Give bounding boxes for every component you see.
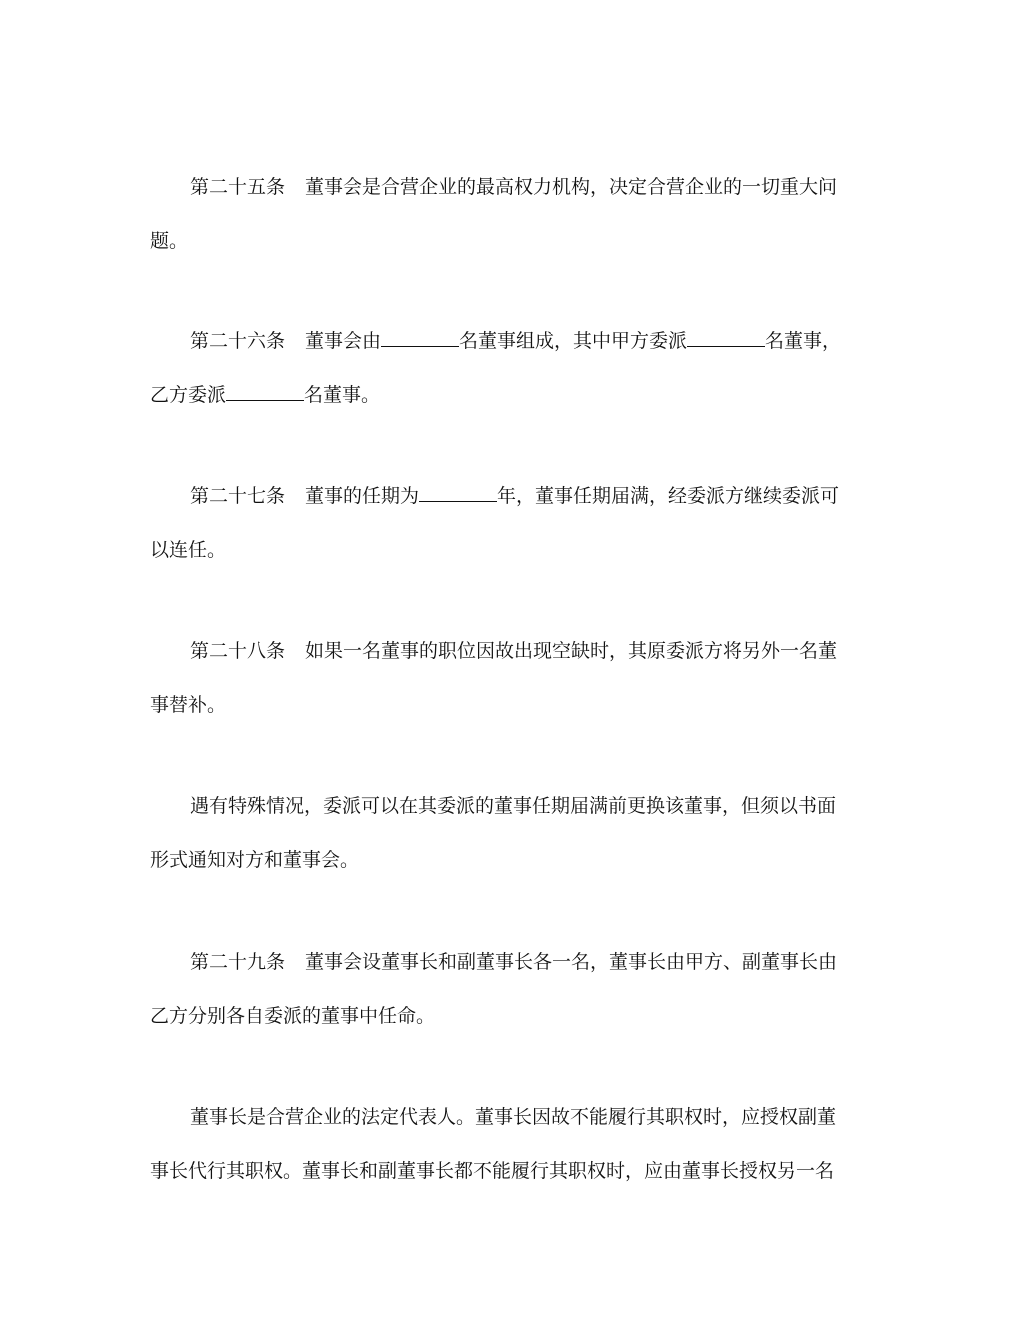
fill-blank-party-a-directors[interactable] <box>687 328 765 347</box>
article-text: 名董事组成，其中甲方委派 <box>459 330 688 352</box>
article-text: 名董事， <box>765 330 842 352</box>
article-27-line-1 <box>190 483 839 509</box>
article-26-line-2 <box>150 382 380 408</box>
fill-blank-term-years[interactable] <box>419 483 497 502</box>
fill-blank-total-directors[interactable] <box>381 328 459 347</box>
article-text: 董事的任期为 <box>305 485 420 507</box>
article-29-line-1 <box>190 949 837 975</box>
paragraph-line-1: 董事长是合营企业的法定代表人。董事长因故不能履行其职权时，应授权副董 <box>190 1106 837 1128</box>
article-25-line-1 <box>190 174 837 200</box>
article-number: 第二十七条 <box>190 485 286 507</box>
article-number: 第二十八条 <box>190 640 286 662</box>
article-27-line-2: 以连任。 <box>150 539 227 561</box>
article-number: 第二十五条 <box>190 176 286 198</box>
article-25-line-2: 题。 <box>150 230 189 252</box>
article-text: 如果一名董事的职位因故出现空缺时，其原委派方将另外一名董 <box>305 640 838 662</box>
article-number: 第二十九条 <box>190 951 286 973</box>
article-text: 董事会是合营企业的最高权力机构，决定合营企业的一切重大问 <box>305 176 838 198</box>
paragraph-line-1: 遇有特殊情况，委派可以在其委派的董事任期届满前更换该董事，但须以书面 <box>190 795 837 817</box>
article-text: 年，董事任期届满，经委派方继续委派可 <box>497 485 840 507</box>
article-28-line-1 <box>190 638 837 664</box>
article-number: 第二十六条 <box>190 330 286 352</box>
article-text: 董事会设董事长和副董事长各一名，董事长由甲方、副董事长由 <box>305 951 838 973</box>
article-text: 名董事。 <box>304 384 381 406</box>
article-28-line-2: 事替补。 <box>150 694 227 716</box>
fill-blank-party-b-directors[interactable] <box>226 382 304 401</box>
article-29-line-2: 乙方分别各自委派的董事中任命。 <box>150 1005 436 1027</box>
paragraph-line-2: 形式通知对方和董事会。 <box>150 849 360 871</box>
article-text: 董事会由 <box>305 330 382 352</box>
paragraph-line-2: 事长代行其职权。董事长和副董事长都不能履行其职权时，应由董事长授权另一名 <box>150 1160 835 1182</box>
article-text: 乙方委派 <box>150 384 227 406</box>
article-26-line-1 <box>190 328 841 354</box>
